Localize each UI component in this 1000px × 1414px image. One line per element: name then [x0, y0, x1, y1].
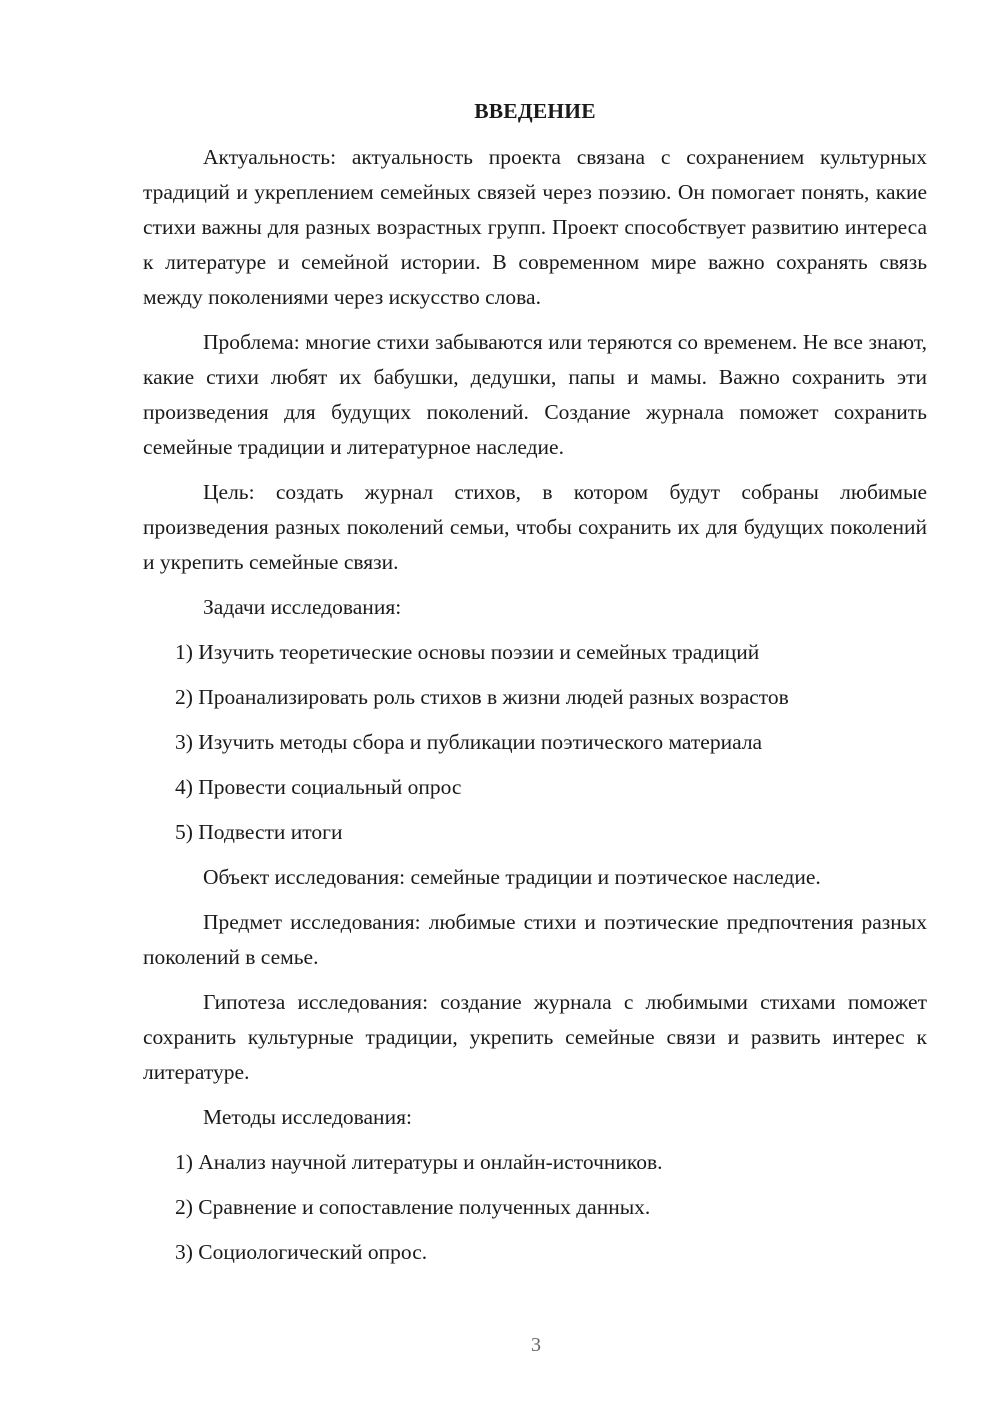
method-item: 2) Сравнение и сопоставление полученных данных. — [175, 1195, 651, 1219]
section-title: ВВЕДЕНИЕ — [474, 99, 596, 123]
task-item: 4) Провести социальный опрос — [175, 775, 462, 799]
object-paragraph: Объект исследования: семейные традиции и поэтическое наследие. — [203, 865, 821, 889]
tasks-list — [143, 635, 927, 850]
relevance-paragraph: Актуальность: актуальность проекта связана с сохранением культурных традиций и укреплением семейных связей через поэзию. Он помогает понять, какие стихи важны для разных возрастных групп. Проект способствует развитию интереса к литературе и семейной истории. В современном мире важно сохранять связь между поколениями через искусство слова. — [143, 145, 927, 309]
problem-paragraph: Проблема: многие стихи забываются или теряются со временем. Не все знают, какие стихи любят их бабушки, дедушки, папы и мамы. Важно сохранить эти произведения для будущих поколений. Создание журнала поможет сохранить семейные традиции и литературное наследие. — [143, 330, 927, 459]
task-item: 5) Подвести итоги — [175, 820, 343, 844]
task-item: 1) Изучить теоретические основы поэзии и семейных традиций — [175, 640, 760, 664]
hypothesis-paragraph: Гипотеза исследования: создание журнала с любимыми стихами поможет сохранить культурные традиции, укрепить семейные связи и развить интерес к литературе. — [143, 990, 927, 1084]
task-item: 2) Проанализировать роль стихов в жизни людей разных возрастов — [175, 685, 789, 709]
page-number: 3 — [531, 1334, 541, 1356]
methods-heading: Методы исследования: — [203, 1105, 412, 1129]
method-item: 1) Анализ научной литературы и онлайн-источников. — [175, 1150, 663, 1174]
methods-list — [143, 1145, 927, 1270]
page-content — [143, 96, 927, 1280]
goal-paragraph: Цель: создать журнал стихов, в котором будут собраны любимые произведения разных поколений семьи, чтобы сохранить их для будущих поколений и укрепить семейные связи. — [143, 480, 927, 574]
method-item: 3) Социологический опрос. — [175, 1240, 428, 1264]
subject-paragraph: Предмет исследования: любимые стихи и поэтические предпочтения разных поколений в семье. — [143, 910, 927, 969]
task-item: 3) Изучить методы сбора и публикации поэтического материала — [175, 730, 763, 754]
tasks-heading: Задачи исследования: — [203, 595, 402, 619]
